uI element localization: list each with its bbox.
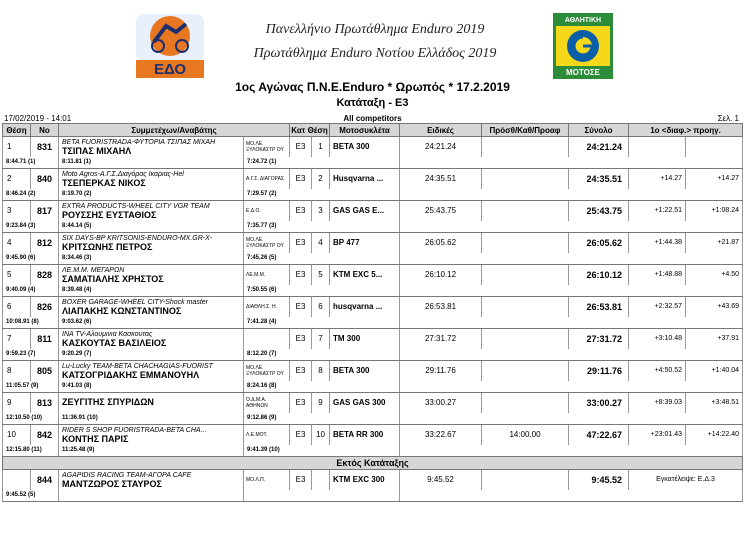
position-cell: 2 [3, 169, 31, 189]
team-sponsor: Lu-Lucky TEAM-BETA CHACHAGIAS-FUORIST [62, 362, 213, 370]
col-header-pos: Θέση [3, 124, 31, 137]
rider-name: ΖΕΥΓΙΤΗΣ ΣΠΥΡΙΔΩΝ [62, 397, 154, 408]
penalty-cell [482, 201, 569, 221]
race-number-cell: 805 [31, 361, 59, 381]
class-cell: E3 [290, 425, 312, 445]
rider-name: ΜΑΝΤΖΩΡΟΣ ΣΤΑΥΡΟΣ [62, 478, 162, 489]
specials-time-cell: 33:00.27 [400, 393, 482, 413]
club-cell: ΜΟ.ΛΕ. ΞΥΛΟΚΑΣΤΡ ΟΥ [244, 137, 290, 157]
class-position-cell: 1 [312, 137, 330, 157]
race-number-cell: 842 [31, 425, 59, 445]
gap-first-cell: +1:48.88 [629, 265, 686, 285]
logo-bottom-text: MOTOΣΕ [566, 68, 600, 77]
club-cell: ΔΙΑΘΛΗ.Σ. Η. [244, 297, 290, 317]
lap-time-3: 9:12.86 (9) [244, 413, 400, 425]
rider-name: ΡΟΥΣΣΗΣ ΕΥΣΤΑΘΙΟΣ [62, 209, 157, 220]
table-row [3, 361, 743, 381]
table-row [3, 393, 743, 413]
specials-time-cell: 33:22.67 [400, 425, 482, 445]
lap-filler [400, 253, 743, 265]
total-time-cell: 29:11.76 [569, 361, 629, 381]
class-cell: E3 [290, 201, 312, 221]
lap-time-1: 10:08.91 (8) [3, 317, 59, 329]
gap-first-cell: +3:10.48 [629, 329, 686, 349]
lap-times-row [3, 221, 743, 233]
gap-first-cell: +1:44.38 [629, 233, 686, 253]
team-sponsor: SIX DAYS-BP KRITSONIS-ENDURO-MX.GR-X- [62, 234, 213, 242]
rider-cell [59, 169, 244, 189]
total-time-cell: 33:00.27 [569, 393, 629, 413]
lap-times-row [3, 413, 743, 425]
lap-time-3: 8:24.16 (8) [244, 381, 400, 393]
penalty-cell [482, 137, 569, 157]
total-time-cell: 24:35.51 [569, 169, 629, 189]
position-cell: 1 [3, 137, 31, 157]
penalty-cell [482, 169, 569, 189]
team-sponsor: AGAPIDIS RACING TEAM-ΑΓΟΡΑ CAFE [62, 471, 192, 479]
race-number-cell: 828 [31, 265, 59, 285]
lap-time-2: 8:39.48 (4) [59, 285, 244, 297]
race-number-cell: 840 [31, 169, 59, 189]
class-position-cell: 7 [312, 329, 330, 349]
class-position-cell [312, 470, 330, 490]
lap-time-1: 9:45.52 (5) [3, 490, 59, 502]
gap-previous-cell: +4.50 [686, 265, 743, 285]
results-body [3, 137, 743, 502]
class-position-cell: 4 [312, 233, 330, 253]
gap-first-cell: +8:39.03 [629, 393, 686, 413]
penalty-cell [482, 470, 569, 490]
lap-time-2: 8:19.70 (2) [59, 189, 244, 201]
lap-time-3: 7:50.55 (6) [244, 285, 400, 297]
lap-filler [400, 413, 743, 425]
championship-subtitle: Πρωτάθλημα Enduro Νοτίου Ελλάδος 2019 [253, 46, 497, 61]
lap-times-row [3, 445, 743, 457]
lap-time-3: 8:12.20 (7) [244, 349, 400, 361]
table-row [3, 425, 743, 445]
lap-time-1: 9:59.23 (7) [3, 349, 59, 361]
competitors-label: All competitors [343, 114, 402, 123]
specials-time-cell: 27:31.72 [400, 329, 482, 349]
lap-time-1: 9:40.09 (4) [3, 285, 59, 297]
page-number: Σελ. 1 [717, 114, 739, 123]
col-header-penalty: Πρόσθ/Καθ/Προαφ [482, 124, 569, 137]
rider-name: ΚΡΙΤΣΩΝΗΣ ΠΕΤΡΟΣ [62, 241, 153, 252]
total-time-cell: 24:21.24 [569, 137, 629, 157]
lap-filler [400, 285, 743, 297]
class-cell: E3 [290, 329, 312, 349]
club-cell: Ε.Δ.Ο. [244, 201, 290, 221]
lap-time-2: 9:41.03 (8) [59, 381, 244, 393]
class-cell: E3 [290, 265, 312, 285]
race-title: 1ος Αγώνας Π.Ν.Ε.Enduro * Ωρωπός * 17.2.2019 [235, 80, 510, 94]
total-time-cell: 26:53.81 [569, 297, 629, 317]
bike-cell: GAS GAS E... [330, 201, 400, 221]
club-cell: ΜΟ.ΛΕ. ΞΥΛΟΚΑΣΤΡ ΟΥ [244, 233, 290, 253]
unclassified-separator-row [3, 457, 743, 470]
retired-status-cell: Εγκατέλειψε: Ε.Δ.3 [629, 470, 743, 490]
col-header-class-pos: Κατ Θέση [291, 125, 328, 135]
lap-filler [400, 189, 743, 201]
penalty-cell: 14:00.00 [482, 425, 569, 445]
club-cell: ΛΕ.Μ.Μ. [244, 265, 290, 285]
col-header-bike: Μοτοσυκλέτα [330, 124, 400, 137]
position-cell: 5 [3, 265, 31, 285]
position-cell [3, 470, 31, 490]
lap-time-3: 7:45.26 (5) [244, 253, 400, 265]
race-number-cell: 826 [31, 297, 59, 317]
class-position-cell: 6 [312, 297, 330, 317]
position-cell: 9 [3, 393, 31, 413]
lap-time-1: 12:15.80 (11) [3, 445, 59, 457]
table-row [3, 233, 743, 253]
lap-times-row [3, 381, 743, 393]
club-cell [244, 329, 290, 349]
rider-cell [59, 233, 244, 253]
gap-first-cell [629, 137, 686, 157]
lap-times-row [3, 285, 743, 297]
lap-filler [400, 157, 743, 169]
gap-previous-cell: +43.69 [686, 297, 743, 317]
penalty-cell [482, 265, 569, 285]
total-time-cell: 27:31.72 [569, 329, 629, 349]
rider-name: ΚΑΣΚΟΥΤΑΣ ΒΑΣΙΛΕΙΟΣ [62, 337, 167, 348]
retired-row [3, 470, 743, 490]
lap-time-2: 8:44.14 (5) [59, 221, 244, 233]
lap-time-1: 9:23.84 (3) [3, 221, 59, 233]
position-cell: 8 [3, 361, 31, 381]
document-header [0, 0, 745, 123]
class-position-cell: 9 [312, 393, 330, 413]
position-cell: 7 [3, 329, 31, 349]
lap-time-1: 12:10.50 (10) [3, 413, 59, 425]
specials-time-cell: 25:43.75 [400, 201, 482, 221]
team-sponsor: RIDER S SHOP FUORISTRADA-BETA CHA... [62, 426, 207, 434]
bike-cell: husqvarna ... [330, 297, 400, 317]
total-time-cell: 26:05.62 [569, 233, 629, 253]
team-sponsor: INA TV-Αλουμινια Κασκουτας [62, 330, 153, 338]
edo-logo-text: ΕΔΟ [153, 61, 187, 78]
specials-time-cell: 9:45.52 [400, 470, 482, 490]
penalty-cell [482, 297, 569, 317]
rider-cell [59, 393, 244, 413]
lap-time-3: 7:35.77 (3) [244, 221, 400, 233]
class-position-cell: 5 [312, 265, 330, 285]
class-position-cell: 8 [312, 361, 330, 381]
bike-cell: GAS GAS 300 [330, 393, 400, 413]
class-position-cell: 2 [312, 169, 330, 189]
position-cell: 10 [3, 425, 31, 445]
rider-cell [59, 265, 244, 285]
lap-time-3 [244, 490, 400, 502]
col-header-specials: Ειδικές [400, 124, 482, 137]
gap-previous-cell: +1:08.24 [686, 201, 743, 221]
bike-cell: BETA 300 [330, 361, 400, 381]
lap-time-2: 11:25.48 (9) [59, 445, 244, 457]
class-cell: E3 [290, 470, 312, 490]
club-cell: Λ.Ε.ΜΟΤ. [244, 425, 290, 445]
gap-previous-cell: +21.87 [686, 233, 743, 253]
rider-cell [59, 137, 244, 157]
race-number-cell: 831 [31, 137, 59, 157]
bike-cell: Husqvarna ... [330, 169, 400, 189]
lap-filler [400, 490, 743, 502]
results-table [2, 123, 743, 502]
rider-name: ΤΣΙΠΑΣ ΜΙΧΑΗΛ [62, 145, 132, 156]
specials-time-cell: 26:53.81 [400, 297, 482, 317]
lap-time-2: 8:34.46 (3) [59, 253, 244, 265]
table-row [3, 201, 743, 221]
bike-cell: BETA 300 [330, 137, 400, 157]
bike-cell: TM 300 [330, 329, 400, 349]
col-header-no: Νο [31, 124, 59, 137]
rider-cell [59, 361, 244, 381]
lap-times-row [3, 157, 743, 169]
specials-time-cell: 29:11.76 [400, 361, 482, 381]
class-title: Κατάταξη - Ε3 [336, 97, 409, 109]
lap-filler [400, 445, 743, 457]
team-sponsor: BETA FUORISTRADA-ΦΥΤΟΡΙΑ ΤΣΙΠΑΣ ΜΙΧΑΗ [62, 138, 216, 146]
rider-cell [59, 329, 244, 349]
rider-name: ΤΣΕΠΕΡΚΑΣ ΝΙΚΟΣ [62, 177, 146, 188]
edo-logo [130, 12, 210, 80]
lap-time-2: 11:36.91 (10) [59, 413, 244, 425]
col-header-gap: 1ο <διαφ.> προηγ. [629, 124, 743, 137]
class-cell: E3 [290, 393, 312, 413]
club-cell: Α.Γ.Σ. ΔΙΑΓΟΡΑΣ [244, 169, 290, 189]
specials-time-cell: 24:35.51 [400, 169, 482, 189]
lap-time-3: 7:29.57 (2) [244, 189, 400, 201]
table-header-row [3, 124, 743, 137]
class-cell: E3 [290, 361, 312, 381]
team-sponsor: ΛΕ.Μ.Μ. ΜΕΓΑΡΩΝ [62, 266, 125, 274]
gap-previous-cell: +14.27 [686, 169, 743, 189]
race-number-cell: 844 [31, 470, 59, 490]
lap-times-row [3, 349, 743, 361]
lap-time-1: 8:44.71 (1) [3, 157, 59, 169]
penalty-cell [482, 361, 569, 381]
club-cell: Ο.Δ.Μ.Α. ΑΘΗΝΩΝ [244, 393, 290, 413]
gap-first-cell: +1:22.51 [629, 201, 686, 221]
gap-first-cell: +14.27 [629, 169, 686, 189]
race-number-cell: 813 [31, 393, 59, 413]
rider-name: ΚΟΝΤΗΣ ΠΑΡΙΣ [62, 433, 129, 444]
table-row [3, 297, 743, 317]
lap-times-row [3, 317, 743, 329]
col-header-total: Σύνολο [569, 124, 629, 137]
gap-first-cell: +2:32.57 [629, 297, 686, 317]
table-row [3, 265, 743, 285]
lap-time-2: 9:03.62 (6) [59, 317, 244, 329]
rider-cell [59, 297, 244, 317]
race-number-cell: 811 [31, 329, 59, 349]
unclassified-label: Εκτός Κατάταξης [3, 457, 743, 470]
rider-name: ΛΙΑΠΑΚΗΣ ΚΩΝΣΤΑΝΤΙΝΟΣ [62, 305, 182, 316]
bike-cell: KTM EXC 5... [330, 265, 400, 285]
lap-time-3: 9:41.39 (10) [244, 445, 400, 457]
gap-previous-cell: +37.91 [686, 329, 743, 349]
class-position-cell: 3 [312, 201, 330, 221]
total-time-cell: 47:22.67 [569, 425, 629, 445]
table-row [3, 169, 743, 189]
lap-times-row [3, 189, 743, 201]
total-time-cell: 9:45.52 [569, 470, 629, 490]
club-cell: ΜΟ.ΛΕ. ΞΥΛΟΚΑΣΤΡ ΟΥ [244, 361, 290, 381]
total-time-cell: 26:10.12 [569, 265, 629, 285]
athletic-motorsport-logo [552, 12, 614, 80]
lap-times-row [3, 490, 743, 502]
lap-time-2: 8:11.81 (1) [59, 157, 244, 169]
position-cell: 3 [3, 201, 31, 221]
logo-top-text: ΑΘΛΗΤΙΚΗ [564, 17, 602, 24]
report-date: 17/02/2019 - 14:01 [4, 114, 72, 123]
club-cell: ΜΟ.Λ.Π. [244, 470, 290, 490]
rider-cell [59, 425, 244, 445]
table-row [3, 329, 743, 349]
penalty-cell [482, 393, 569, 413]
team-sponsor: Moto Agros-Α.Γ.Σ.Διαγόρας Ικαριας-Hel [62, 170, 184, 178]
lap-filler [400, 381, 743, 393]
championship-title: Πανελλήνιο Πρωτάθλημα Enduro 2019 [265, 22, 485, 37]
lap-time-1: 8:46.24 (2) [3, 189, 59, 201]
col-header-rider: Συμμετέχων/Αναβάτης [59, 124, 290, 137]
rider-cell [59, 201, 244, 221]
lap-time-1: 11:05.57 (9) [3, 381, 59, 393]
lap-time-2 [59, 490, 244, 502]
specials-time-cell: 26:05.62 [400, 233, 482, 253]
class-position-cell: 10 [312, 425, 330, 445]
bike-cell: KTM EXC 300 [330, 470, 400, 490]
bike-cell: BETA RR 300 [330, 425, 400, 445]
specials-time-cell: 26:10.12 [400, 265, 482, 285]
gap-previous-cell [686, 137, 743, 157]
lap-time-3: 7:41.28 (4) [244, 317, 400, 329]
lap-filler [400, 349, 743, 361]
gap-first-cell: +23:01.43 [629, 425, 686, 445]
class-cell: E3 [290, 137, 312, 157]
race-number-cell: 817 [31, 201, 59, 221]
lap-times-row [3, 253, 743, 265]
team-sponsor: BOXER GARAGE-WHEEL CITY-Shock master [62, 298, 208, 306]
team-sponsor: EXTRA PRODUCTS-WHEEL CITY VGR TEAM [62, 202, 210, 210]
class-cell: E3 [290, 297, 312, 317]
penalty-cell [482, 233, 569, 253]
lap-time-2: 9:20.29 (7) [59, 349, 244, 361]
gap-previous-cell: +14:22.40 [686, 425, 743, 445]
gap-first-cell: +4:50.52 [629, 361, 686, 381]
position-cell: 4 [3, 233, 31, 253]
gap-previous-cell: +1:40.04 [686, 361, 743, 381]
lap-time-3: 7:24.72 (1) [244, 157, 400, 169]
class-cell: E3 [290, 169, 312, 189]
total-time-cell: 25:43.75 [569, 201, 629, 221]
race-number-cell: 812 [31, 233, 59, 253]
class-cell: E3 [290, 233, 312, 253]
rider-name: ΣΑΜΑΤΙΑΛΗΣ ΧΡΗΣΤΟΣ [62, 273, 164, 284]
table-row [3, 137, 743, 157]
penalty-cell [482, 329, 569, 349]
bike-cell: BP 477 [330, 233, 400, 253]
rider-name: ΚΑΤΣΟΓΡΙΔΑΚΗΣ ΕΜΜΑΝΟΥΗΛ [62, 369, 200, 380]
specials-time-cell: 24:21.24 [400, 137, 482, 157]
rider-cell [59, 470, 244, 490]
lap-time-1: 9:45.90 (6) [3, 253, 59, 265]
lap-filler [400, 317, 743, 329]
lap-filler [400, 221, 743, 233]
gap-previous-cell: +3:48.51 [686, 393, 743, 413]
position-cell: 6 [3, 297, 31, 317]
